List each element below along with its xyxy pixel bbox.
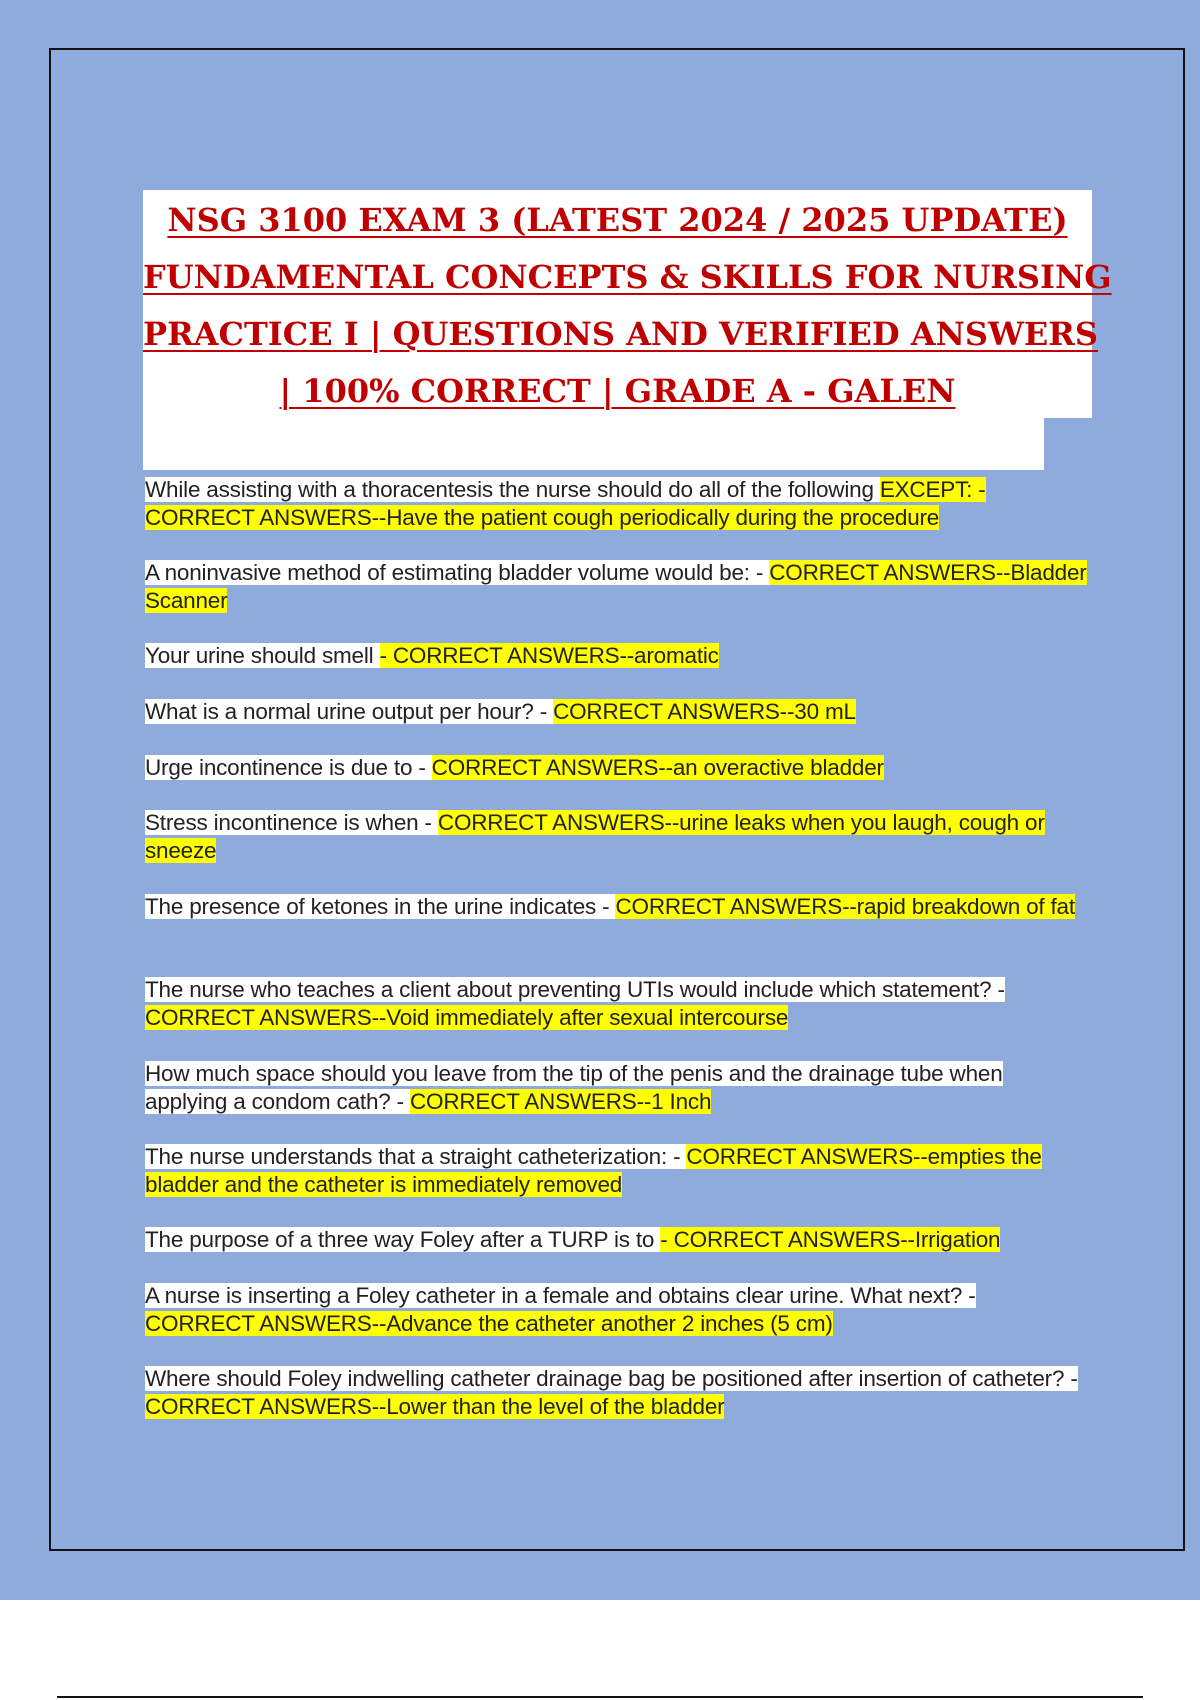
question-text: While assisting with a thoracentesis the nurse should do all of the following [145,477,880,502]
answer-text: CORRECT ANSWERS--Advance the catheter another 2 inches (5 cm) [145,1311,833,1336]
answer-text: EXCEPT: - CORRECT ANSWERS--Have the patient cough periodically during the procedure [145,477,986,530]
answer-text: CORRECT ANSWERS--1 Inch [409,1089,712,1114]
qa-item [145,698,1090,726]
qa-item [145,476,1090,532]
footer-rule [57,1696,1143,1698]
answer-text: CORRECT ANSWERS--Void immediately after sexual intercourse [145,1005,789,1030]
title-box-extension [143,418,1044,470]
title-line-1: NSG 3100 EXAM 3 (LATEST 2024 / 2025 UPDATE) [167,201,1068,239]
title-line-4: | 100% CORRECT | GRADE A - GALEN [279,372,956,410]
qa-item [145,1143,1090,1199]
question-text: Where should Foley indwelling catheter drainage bag be positioned after insertion of catheter? - [145,1366,1078,1391]
qa-item [145,754,1090,782]
qa-item [145,1365,1090,1421]
qa-item [145,1060,1090,1116]
qa-item [145,1282,1090,1338]
question-text: A nurse is inserting a Foley catheter in a female and obtains clear urine. What next? - [145,1283,976,1308]
answer-text: CORRECT ANSWERS--30 mL [553,699,856,724]
question-text: Stress incontinence is when - [145,810,438,835]
title-line-2: FUNDAMENTAL CONCEPTS & SKILLS FOR NURSING [143,258,1112,296]
question-text: A noninvasive method of estimating bladder volume would be: - [145,560,770,585]
question-text: Your urine should smell [145,643,380,668]
answer-text: CORRECT ANSWERS--urine leaks when you laugh, cough or sneeze [145,810,1045,863]
answer-text: - CORRECT ANSWERS--Irrigation [660,1227,1001,1252]
qa-item [145,642,1090,670]
answer-text: CORRECT ANSWERS--Lower than the level of the bladder [145,1394,725,1419]
qa-item [145,559,1090,615]
qa-item [145,1226,1090,1254]
answer-text: CORRECT ANSWERS--rapid breakdown of fat [615,894,1075,919]
answer-text: CORRECT ANSWERS--an overactive bladder [431,755,884,780]
question-text: What is a normal urine output per hour? - [145,699,554,724]
question-text: Urge incontinence is due to - [145,755,432,780]
qa-item [145,976,1090,1032]
qa-item [145,893,1090,921]
answer-text: CORRECT ANSWERS--empties the bladder and the catheter is immediately removed [145,1144,1042,1197]
qa-item [145,809,1090,865]
question-text: The nurse who teaches a client about preventing UTIs would include which statement? - [145,977,1005,1002]
title-line-3: PRACTICE I | QUESTIONS AND VERIFIED ANSWERS [143,315,1098,353]
question-text: How much space should you leave from the tip of the penis and the drainage tube when applying a condom cath? - [145,1061,1003,1114]
question-text: The nurse understands that a straight catheterization: - [145,1144,687,1169]
answer-text: CORRECT ANSWERS--Bladder Scanner [145,560,1087,613]
question-text: The presence of ketones in the urine indicates - [145,894,616,919]
question-text: The purpose of a three way Foley after a TURP is to [145,1227,661,1252]
answer-text: - CORRECT ANSWERS--aromatic [379,643,719,668]
